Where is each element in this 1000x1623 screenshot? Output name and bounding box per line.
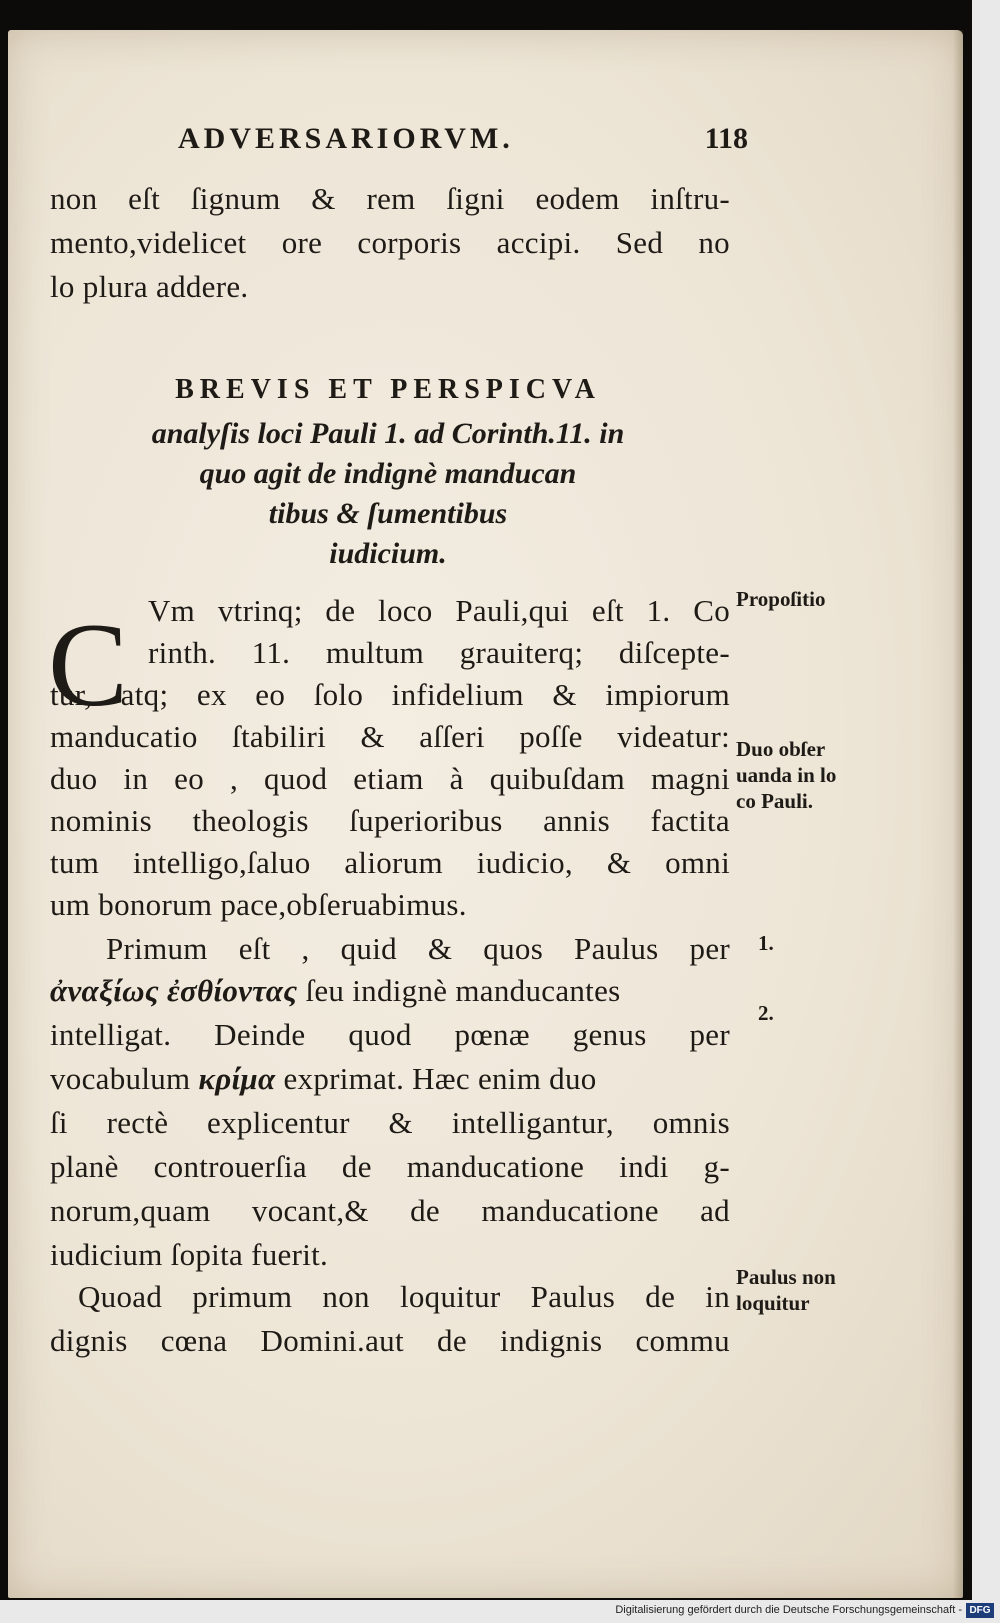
text-line: manducatio ſtabiliri & aſſeri poſſe videatur: bbox=[50, 719, 730, 754]
text-line: Primum eſt , quid & quos Paulus per bbox=[106, 931, 730, 966]
text-line-greek bbox=[50, 970, 730, 1012]
margin-note-line: Paulus non bbox=[736, 1265, 836, 1289]
page-number: 118 bbox=[704, 122, 748, 155]
text-line-greek bbox=[50, 1058, 730, 1100]
margin-note-propositio: Propoſitio bbox=[736, 587, 826, 611]
drop-cap: C bbox=[48, 598, 129, 731]
text-line: iudicium ſopita fuerit. bbox=[50, 1237, 329, 1272]
margin-note-line: loquitur bbox=[736, 1291, 810, 1315]
text-line: tur, atq; ex eo ſolo infidelium & impiorum bbox=[50, 677, 730, 712]
text-line: lo plura addere. bbox=[50, 269, 249, 304]
section-subheading-line: analyſis loci Pauli 1. ad Corinth.11. in bbox=[151, 417, 625, 450]
text-fragment: ſeu indignè manducantes bbox=[305, 973, 621, 1008]
text-line: duo in eo , quod etiam à quibuſdam magni bbox=[50, 761, 730, 796]
text-line: intelligat. Deinde quod pœnæ genus per bbox=[50, 1017, 730, 1052]
section-heading: BREVIS ET PERSPICVA bbox=[175, 374, 601, 405]
text-fragment: exprimat. Hæc enim duo bbox=[283, 1061, 597, 1096]
text-line: ſi rectè explicentur & intelligantur, omnis bbox=[50, 1105, 730, 1140]
text-line: Quoad primum non loquitur Paulus de in bbox=[78, 1279, 730, 1314]
section-subheading-line: iudicium. bbox=[329, 537, 447, 570]
section-subheading-line: quo agit de indignè manducan bbox=[199, 457, 577, 490]
greek-term: κρίμα bbox=[198, 1061, 276, 1096]
section-subheading-line: tibus & ſumentibus bbox=[268, 497, 508, 530]
text-line: rinth. 11. multum grauiterq; diſcepte- bbox=[148, 635, 730, 670]
margin-note-one: 1. bbox=[758, 931, 774, 955]
margin-note-line: uanda in lo bbox=[736, 763, 837, 787]
text-fragment: vocabulum bbox=[50, 1061, 191, 1096]
text-line: nominis theologis ſuperioribus annis factita bbox=[50, 803, 730, 838]
text-line: Vm vtrinq; de loco Pauli,qui eſt 1. Co bbox=[148, 593, 730, 628]
greek-term: ἀναξίως ἐσθίοντας bbox=[50, 973, 298, 1008]
margin-note-line: Duo obſer bbox=[736, 737, 826, 761]
running-head bbox=[168, 122, 748, 172]
page-edge-shadow bbox=[953, 30, 963, 1598]
margin-note-paulus bbox=[736, 1264, 876, 1316]
running-title: ADVERSARIORVM. bbox=[178, 122, 514, 155]
dfg-logo: DFG bbox=[966, 1603, 994, 1618]
text-line: norum,quam vocant,& de manducatione ad bbox=[50, 1193, 730, 1228]
book-page bbox=[8, 30, 963, 1598]
text-line: tum intelligo,ſaluo aliorum iudicio, & omni bbox=[50, 845, 730, 880]
footer-credit: Digitalisierung gefördert durch die Deutsche Forschungsgemeinschaft - bbox=[615, 1604, 962, 1616]
text-line: mento,videlicet ore corporis accipi. Sed no bbox=[50, 225, 730, 260]
text-line: non eſt ſignum & rem ſigni eodem inſtru- bbox=[50, 181, 730, 216]
margin-note-duo bbox=[736, 736, 876, 814]
text-line: planè controuerſia de manducatione indi g- bbox=[50, 1149, 730, 1184]
margin-note-two: 2. bbox=[758, 1001, 774, 1025]
text-line: um bonorum pace,obſeruabimus. bbox=[50, 887, 467, 922]
margin-note-line: co Pauli. bbox=[736, 789, 813, 813]
text-line: dignis cœna Domini.aut de indignis commu bbox=[50, 1323, 730, 1358]
